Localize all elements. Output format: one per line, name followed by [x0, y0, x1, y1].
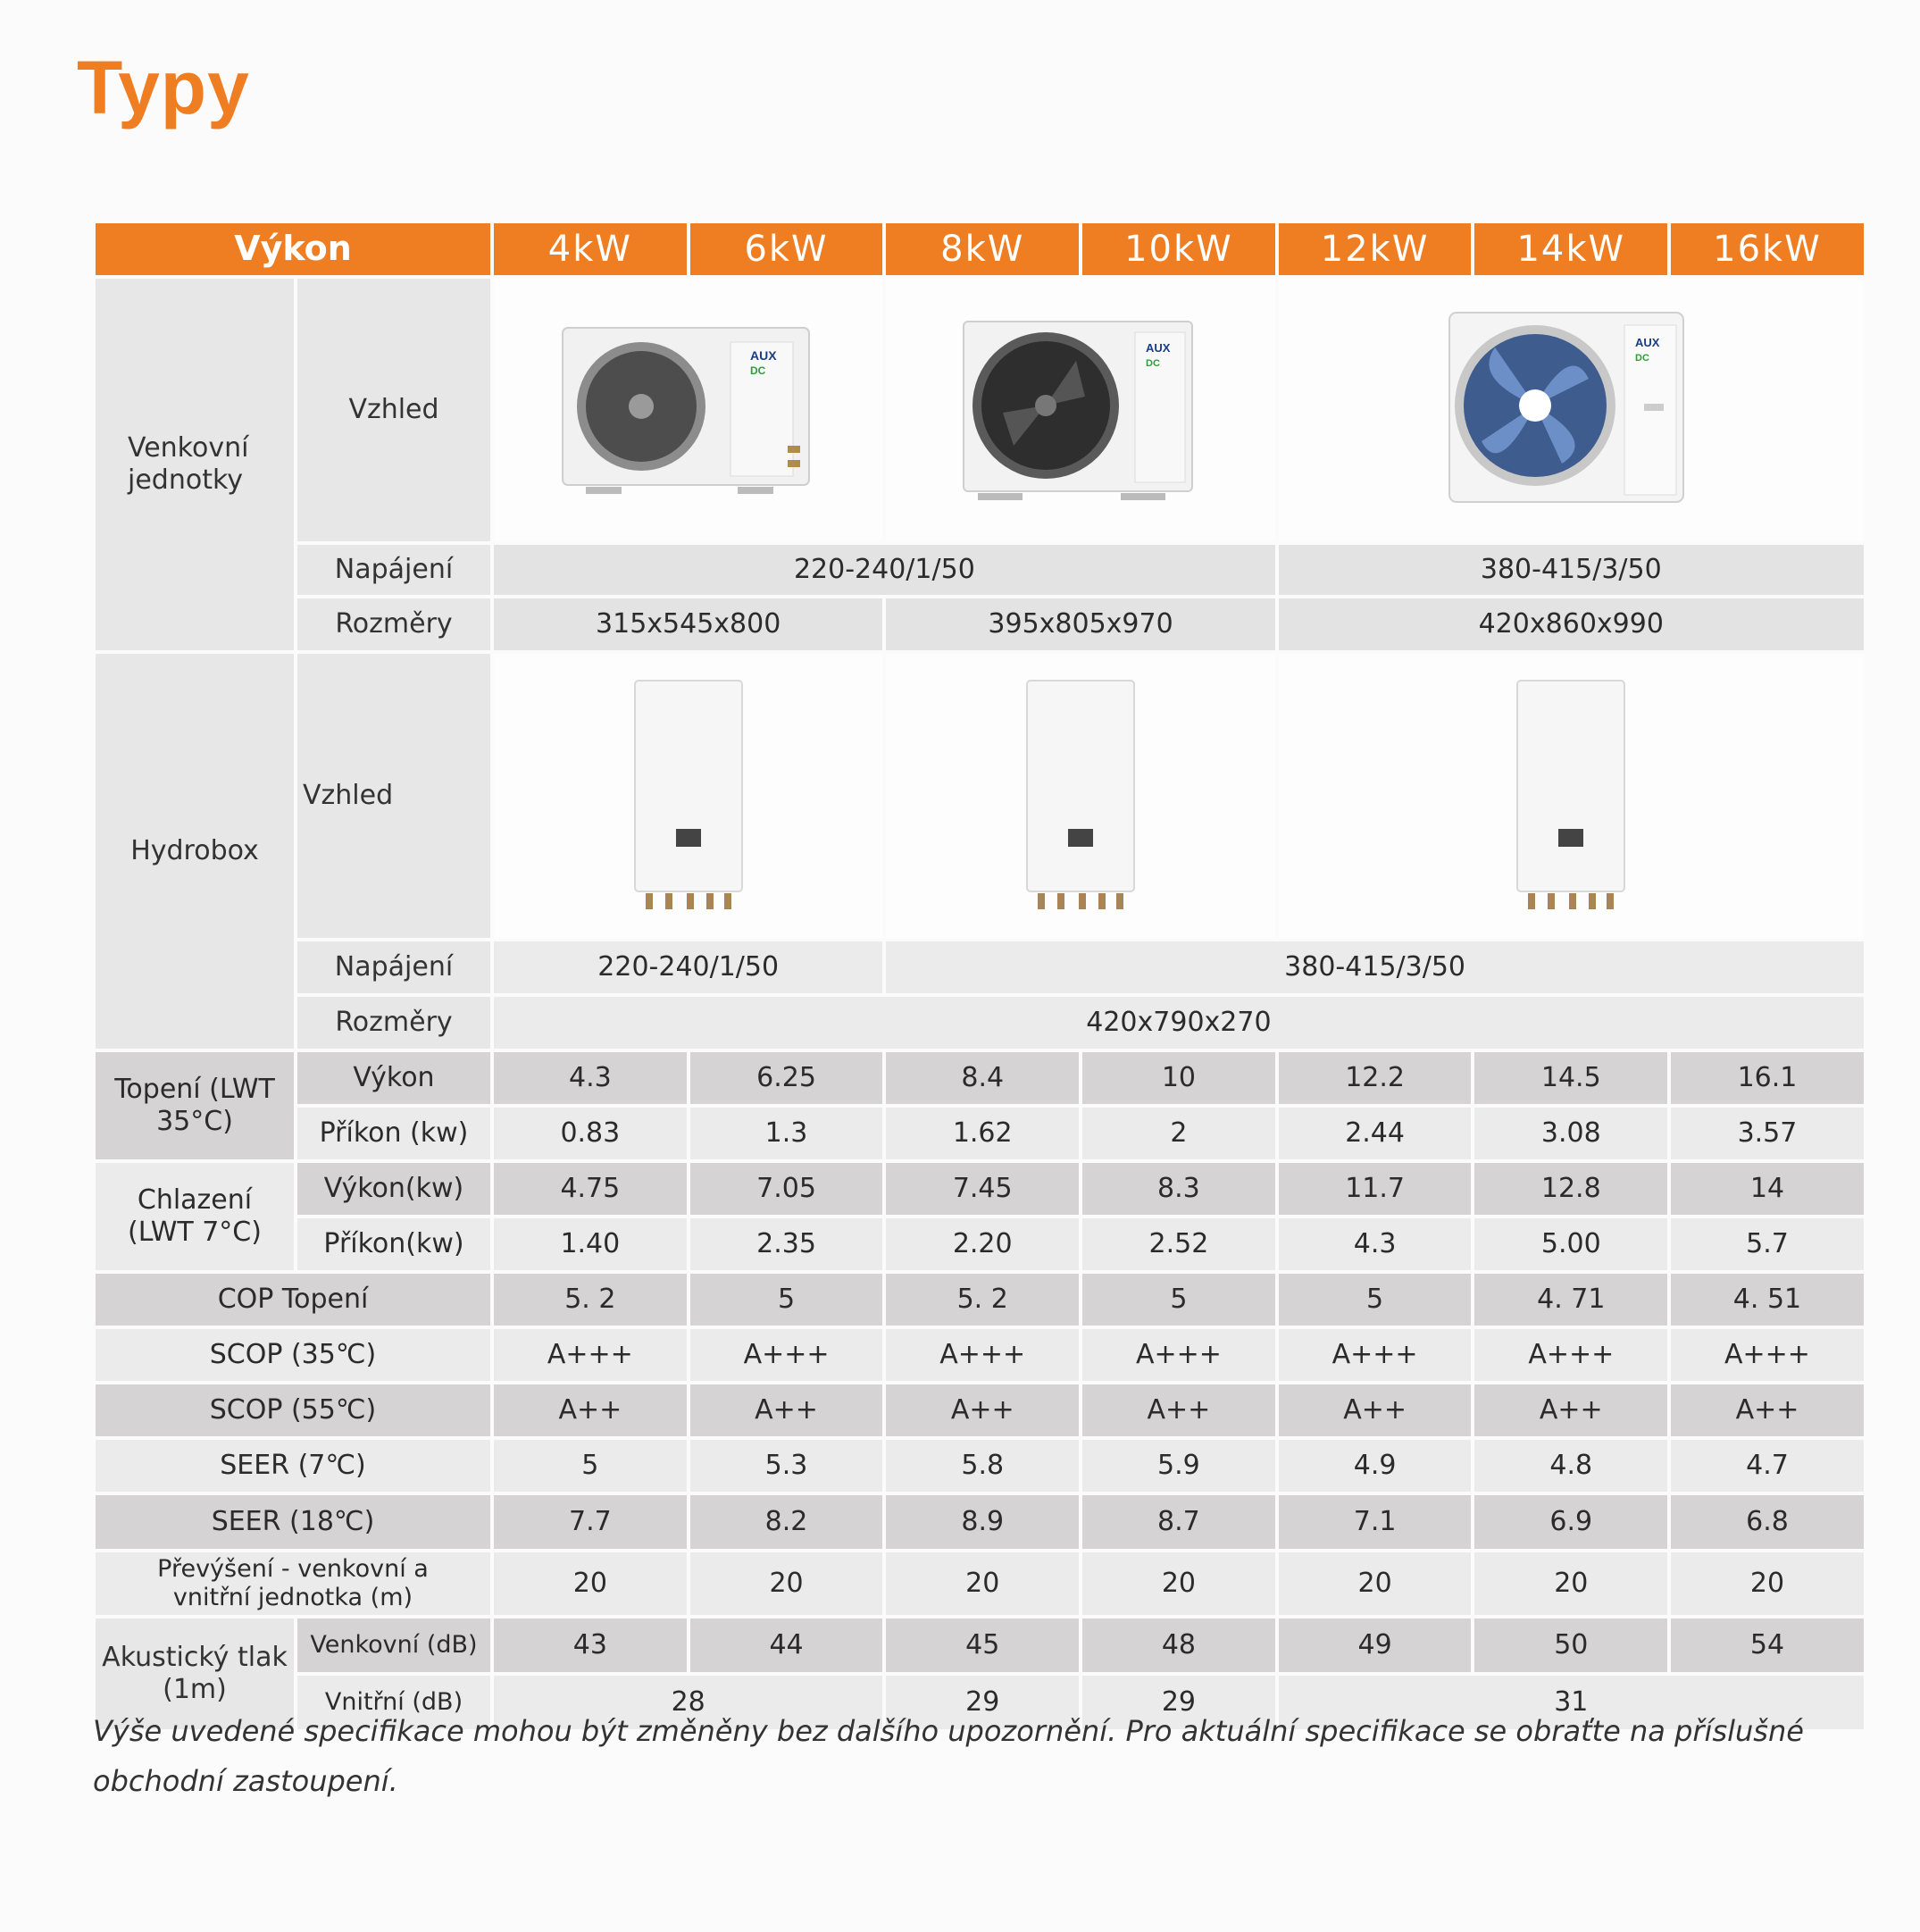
footnote: Výše uvedené specifikace mohou být změněny bez dalšího upozornění. Pro aktuální specifikace se obraťte na příslušné obchodní zastoupení.: [93, 1714, 1804, 1798]
outdoor-unit-large-image: [1279, 279, 1864, 541]
seer7-12kw: 4.9: [1279, 1440, 1472, 1492]
scop35-4kw: A+++: [494, 1329, 687, 1381]
heating-input-6kw: 1.3: [690, 1108, 883, 1159]
heating-capacity-label: Výkon: [297, 1052, 490, 1104]
seer7-label: SEER (7℃): [96, 1440, 490, 1492]
header-performance-label: Výkon: [96, 223, 490, 275]
hydrobox-power-single-phase: 220-240/1/50: [494, 941, 882, 993]
heating-input-10kw: 2: [1082, 1108, 1275, 1159]
heating-input-16kw: 3.57: [1671, 1108, 1864, 1159]
noise-outdoor-8kw: 45: [886, 1618, 1079, 1672]
cooling-input-label: Příkon(kw): [297, 1218, 490, 1270]
cooling-input-8kw: 2.20: [886, 1218, 1079, 1270]
brand-aux-text: AUX: [749, 348, 777, 363]
scop55-8kw: A++: [886, 1384, 1079, 1436]
outdoor-unit-small-icon: [559, 321, 818, 499]
cooling-capacity-16kw: 14: [1671, 1163, 1864, 1215]
noise-outdoor-12kw: 49: [1279, 1618, 1472, 1672]
scop35-10kw: A+++: [1082, 1329, 1275, 1381]
heating-input-8kw: 1.62: [886, 1108, 1079, 1159]
header-model-6kw: 6kW: [690, 223, 883, 275]
distance-6kw: 20: [690, 1552, 883, 1615]
cooling-input-14kw: 5.00: [1474, 1218, 1667, 1270]
scop35-label: SCOP (35℃): [96, 1329, 490, 1381]
noise-outdoor-label: Venkovní (dB): [297, 1618, 490, 1672]
outdoor-dimensions-label: Rozměry: [297, 598, 490, 650]
distance-label: Převýšení - venkovní a vnitřní jednotka (m): [96, 1552, 490, 1615]
outdoor-unit-medium-image: [886, 279, 1274, 541]
brand-dc-text: DC: [1146, 358, 1160, 369]
hydrobox-dimensions-value: 420x790x270: [494, 997, 1864, 1049]
scop55-4kw: A++: [494, 1384, 687, 1436]
cooling-capacity-10kw: 8.3: [1082, 1163, 1275, 1215]
seer18-10kw: 8.7: [1082, 1495, 1275, 1549]
seer18-8kw: 8.9: [886, 1495, 1079, 1549]
heating-input-14kw: 3.08: [1474, 1108, 1667, 1159]
noise-outdoor-6kw: 44: [690, 1618, 883, 1672]
cooling-capacity-8kw: 7.45: [886, 1163, 1079, 1215]
cooling-input-6kw: 2.35: [690, 1218, 883, 1270]
hydrobox-image-1: [494, 654, 882, 938]
cop-heating-4kw: 5. 2: [494, 1274, 687, 1326]
brand-dc-text: DC: [749, 364, 766, 377]
distance-14kw: 20: [1474, 1552, 1667, 1615]
outdoor-power-single-phase: 220-240/1/50: [494, 545, 1275, 595]
hydrobox-unit-icon: [626, 675, 751, 916]
header-model-10kw: 10kW: [1082, 223, 1275, 275]
cooling-group-label: Chlazení (LWT 7°C): [96, 1163, 294, 1270]
hydrobox-power-three-phase: 380-415/3/50: [886, 941, 1863, 993]
heating-capacity-12kw: 12.2: [1279, 1052, 1472, 1104]
header-model-12kw: 12kW: [1279, 223, 1472, 275]
outdoor-unit-small-image: [494, 279, 882, 541]
heating-capacity-6kw: 6.25: [690, 1052, 883, 1104]
heating-input-4kw: 0.83: [494, 1108, 687, 1159]
distance-12kw: 20: [1279, 1552, 1472, 1615]
hydrobox-unit-icon: [1508, 675, 1633, 916]
hydrobox-power-label: Napájení: [297, 941, 490, 993]
noise-group-label: Akustický tlak (1m): [96, 1618, 294, 1729]
seer18-label: SEER (18℃): [96, 1495, 490, 1549]
scop55-10kw: A++: [1082, 1384, 1275, 1436]
distance-10kw: 20: [1082, 1552, 1275, 1615]
scop35-8kw: A+++: [886, 1329, 1079, 1381]
heating-input-label: Příkon (kw): [297, 1108, 490, 1159]
heating-capacity-10kw: 10: [1082, 1052, 1275, 1104]
scop35-6kw: A+++: [690, 1329, 883, 1381]
outdoor-group-label: Venkovní jednotky: [96, 279, 294, 650]
heating-capacity-8kw: 8.4: [886, 1052, 1079, 1104]
heating-capacity-4kw: 4.3: [494, 1052, 687, 1104]
seer18-6kw: 8.2: [690, 1495, 883, 1549]
header-model-16kw: 16kW: [1671, 223, 1864, 275]
seer7-4kw: 5: [494, 1440, 687, 1492]
cooling-capacity-label: Výkon(kw): [297, 1163, 490, 1215]
scop55-14kw: A++: [1474, 1384, 1667, 1436]
cop-heating-16kw: 4. 51: [1671, 1274, 1864, 1326]
scop55-12kw: A++: [1279, 1384, 1472, 1436]
cooling-capacity-14kw: 12.8: [1474, 1163, 1667, 1215]
hydrobox-image-2: [886, 654, 1274, 938]
outdoor-dimensions-medium: 395x805x970: [886, 598, 1274, 650]
cooling-capacity-6kw: 7.05: [690, 1163, 883, 1215]
spec-table: [96, 223, 1835, 1729]
scop55-6kw: A++: [690, 1384, 883, 1436]
scop35-14kw: A+++: [1474, 1329, 1667, 1381]
hydrobox-unit-icon: [1018, 675, 1143, 916]
heating-group-label: Topení (LWT 35°C): [96, 1052, 294, 1159]
noise-outdoor-16kw: 54: [1671, 1618, 1864, 1672]
brand-dc-text: DC: [1635, 353, 1650, 364]
seer7-10kw: 5.9: [1082, 1440, 1275, 1492]
cop-heating-6kw: 5: [690, 1274, 883, 1326]
outdoor-power-label: Napájení: [297, 545, 490, 595]
outdoor-dimensions-large: 420x860x990: [1279, 598, 1864, 650]
cop-heating-12kw: 5: [1279, 1274, 1472, 1326]
cop-heating-8kw: 5. 2: [886, 1274, 1079, 1326]
hydrobox-image-3: [1279, 654, 1864, 938]
seer7-8kw: 5.8: [886, 1440, 1079, 1492]
hydrobox-dimensions-label: Rozměry: [297, 997, 490, 1049]
scop35-12kw: A+++: [1279, 1329, 1472, 1381]
outdoor-unit-large-icon: [1446, 307, 1696, 513]
heating-input-12kw: 2.44: [1279, 1108, 1472, 1159]
cooling-input-16kw: 5.7: [1671, 1218, 1864, 1270]
seer18-16kw: 6.8: [1671, 1495, 1864, 1549]
outdoor-appearance-label: Vzhled: [297, 279, 490, 541]
outdoor-power-three-phase: 380-415/3/50: [1279, 545, 1864, 595]
noise-outdoor-10kw: 48: [1082, 1618, 1275, 1672]
seer7-14kw: 4.8: [1474, 1440, 1667, 1492]
noise-indoor-10kw: 29: [1082, 1676, 1275, 1729]
cop-heating-14kw: 4. 71: [1474, 1274, 1667, 1326]
noise-indoor-4-6kw: 28: [494, 1676, 882, 1729]
header-model-4kw: 4kW: [494, 223, 687, 275]
seer7-6kw: 5.3: [690, 1440, 883, 1492]
noise-outdoor-4kw: 43: [494, 1618, 687, 1672]
scop35-16kw: A+++: [1671, 1329, 1864, 1381]
cooling-capacity-4kw: 4.75: [494, 1163, 687, 1215]
seer18-14kw: 6.9: [1474, 1495, 1667, 1549]
noise-indoor-label: Vnitřní (dB): [297, 1676, 490, 1729]
hydrobox-appearance-label: Vzhled: [297, 654, 490, 938]
seer18-4kw: 7.7: [494, 1495, 687, 1549]
distance-4kw: 20: [494, 1552, 687, 1615]
header-model-8kw: 8kW: [886, 223, 1079, 275]
outdoor-unit-medium-icon: [960, 316, 1201, 504]
seer18-12kw: 7.1: [1279, 1495, 1472, 1549]
cooling-input-12kw: 4.3: [1279, 1218, 1472, 1270]
cooling-capacity-12kw: 11.7: [1279, 1163, 1472, 1215]
cooling-input-4kw: 1.40: [494, 1218, 687, 1270]
noise-indoor-12-16kw: 31: [1279, 1676, 1864, 1729]
noise-indoor-8kw: 29: [886, 1676, 1079, 1729]
page-title: Typy: [77, 46, 250, 130]
header-model-14kw: 14kW: [1474, 223, 1667, 275]
brand-aux-text: AUX: [1146, 341, 1171, 355]
distance-16kw: 20: [1671, 1552, 1864, 1615]
hydrobox-group-label: Hydrobox: [96, 654, 294, 1049]
heating-capacity-14kw: 14.5: [1474, 1052, 1667, 1104]
outdoor-dimensions-small: 315x545x800: [494, 598, 882, 650]
distance-8kw: 20: [886, 1552, 1079, 1615]
heating-capacity-16kw: 16.1: [1671, 1052, 1864, 1104]
cop-heating-10kw: 5: [1082, 1274, 1275, 1326]
scop55-16kw: A++: [1671, 1384, 1864, 1436]
noise-outdoor-14kw: 50: [1474, 1618, 1667, 1672]
cooling-input-10kw: 2.52: [1082, 1218, 1275, 1270]
scop55-label: SCOP (55℃): [96, 1384, 490, 1436]
brand-aux-text: AUX: [1635, 336, 1660, 349]
cop-heating-label: COP Topení: [96, 1274, 490, 1326]
seer7-16kw: 4.7: [1671, 1440, 1864, 1492]
